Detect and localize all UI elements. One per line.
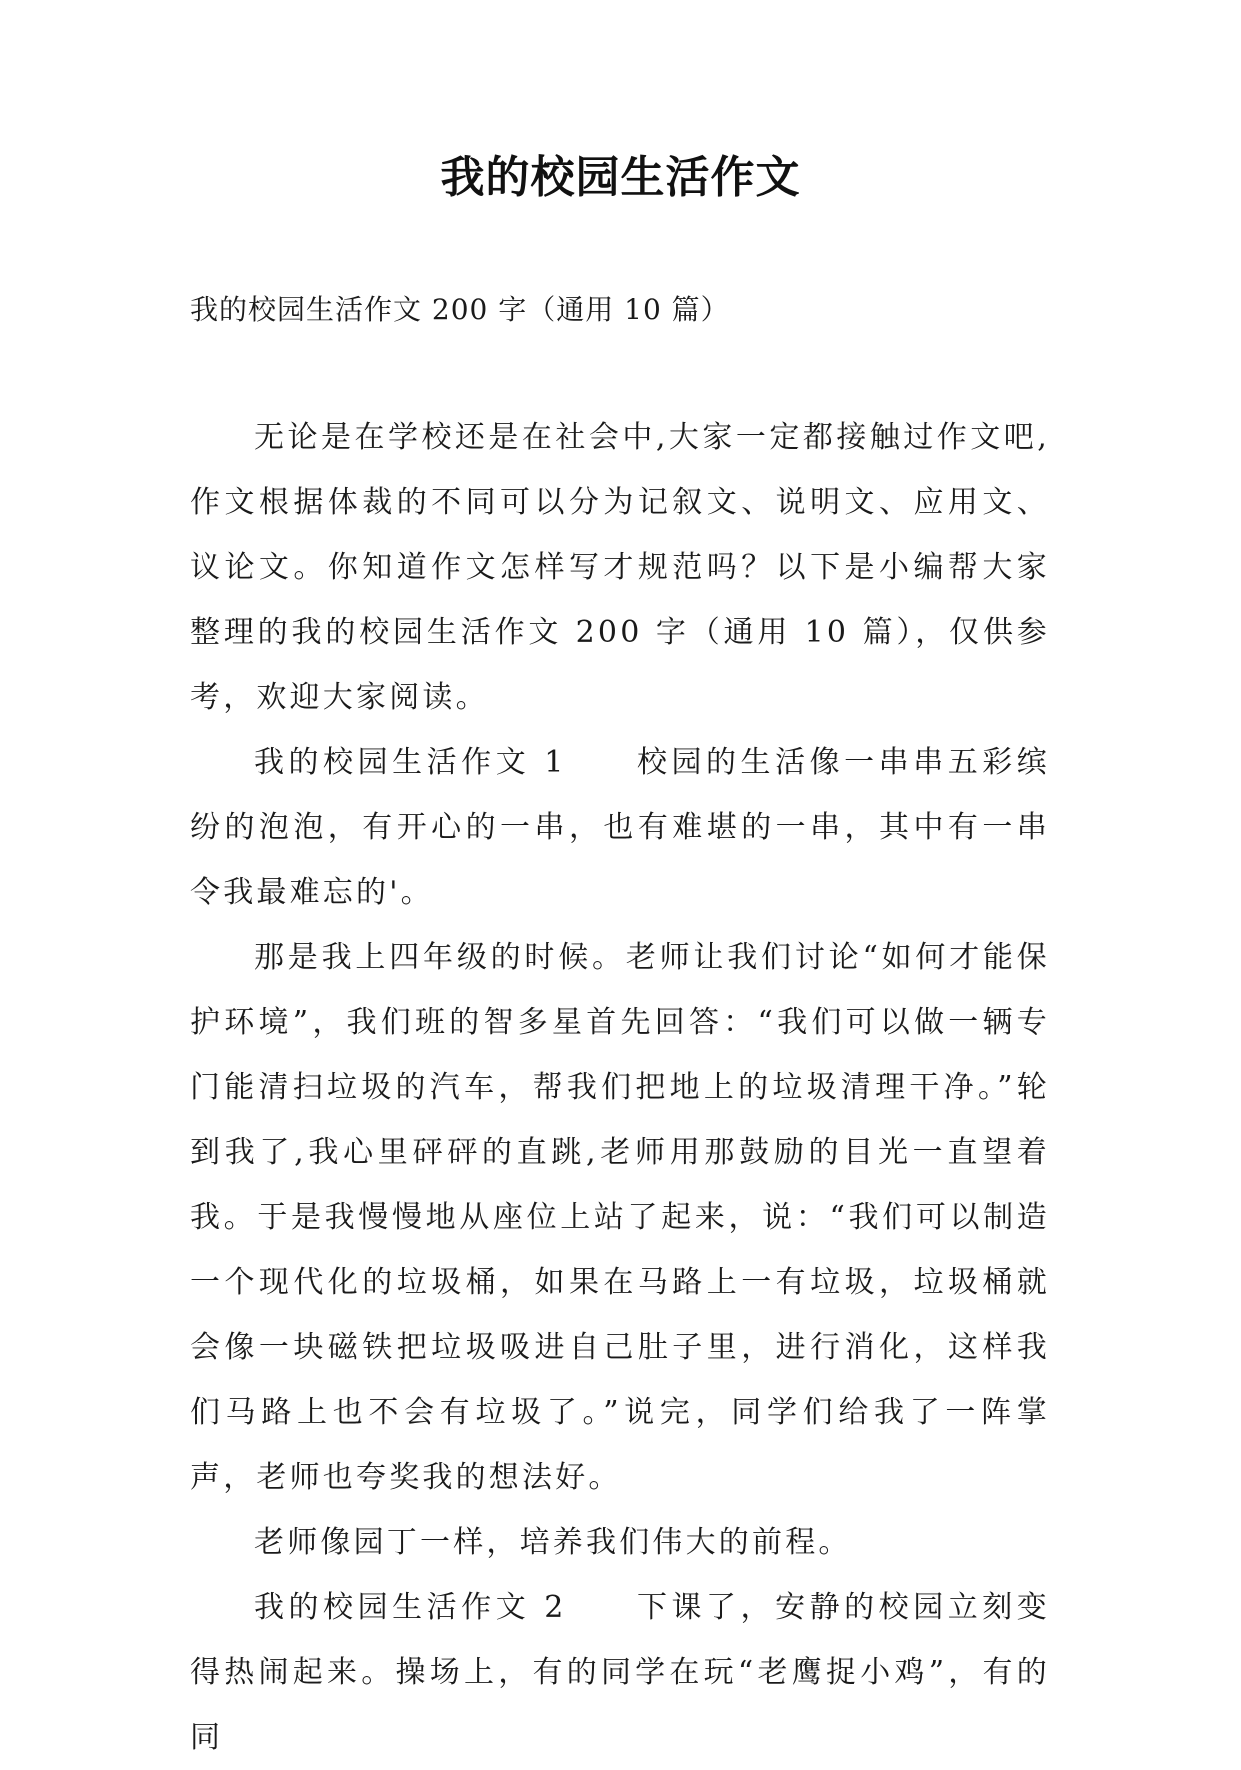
document-body [190, 405, 1050, 1770]
document-subtitle: 我的校园生活作文 200 字（通用 10 篇） [190, 293, 730, 326]
paragraph-intro: 无论是在学校还是在社会中,大家一定都接触过作文吧,作文根据体裁的不同可以分为记叙文、说明文、应用文、议论文。你知道作文怎样写才规范吗？以下是小编帮大家整理的我的校园生活作文 200 字（通用 10 篇），仅供参考，欢迎大家阅读。 [190, 420, 1050, 715]
paragraph-essay-2-opening: 我的校园生活作文 2 下课了，安静的校园立刻变得热闹起来。操场上，有的同学在玩“老鹰捉小鸡”，有的同 [190, 1590, 1050, 1755]
paragraph-essay-1-story: 那是我上四年级的时候。老师让我们讨论“如何才能保护环境”，我们班的智多星首先回答：“我们可以做一辆专门能清扫垃圾的汽车，帮我们把地上的垃圾清理干净。”轮到我了,我心里砰砰的直跳,老师用那鼓励的目光一直望着我。于是我慢慢地从座位上站了起来，说：“我们可以制造一个现代化的垃圾桶，如果在马路上一有垃圾，垃圾桶就会像一块磁铁把垃圾吸进自己肚子里，进行消化，这样我们马路上也不会有垃圾了。”说完，同学们给我了一阵掌声，老师也夸奖我的想法好。 [190, 940, 1050, 1495]
paragraph-essay-1-opening: 我的校园生活作文 1 校园的生活像一串串五彩缤纷的泡泡，有开心的一串，也有难堪的一串，其中有一串令我最难忘的'。 [190, 745, 1050, 910]
document-title: 我的校园生活作文 [440, 152, 801, 203]
paragraph-essay-1-closing: 老师像园丁一样，培养我们伟大的前程。 [254, 1525, 852, 1560]
